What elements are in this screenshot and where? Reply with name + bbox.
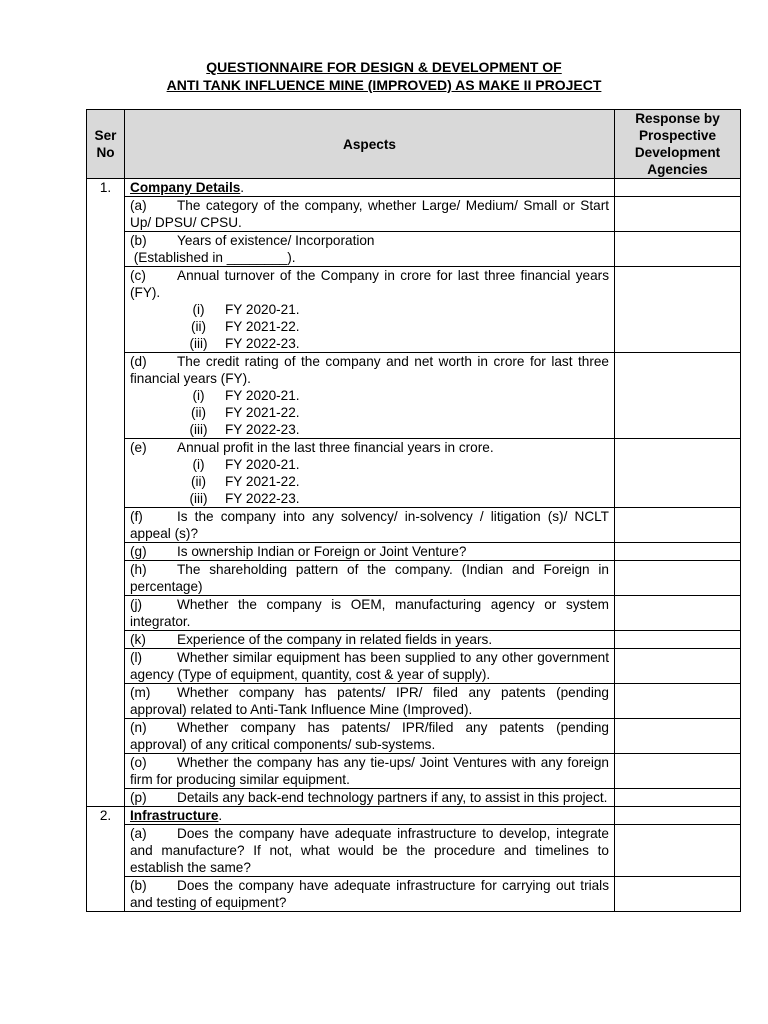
sub-item-text: FY 2020-21.: [225, 302, 300, 317]
sub-item-text: FY 2020-21.: [225, 388, 300, 403]
question-label: (p): [130, 790, 147, 805]
response-cell[interactable]: [615, 197, 741, 232]
header-response-line2: Prospective: [638, 128, 717, 143]
sub-item-numeral: (ii): [190, 405, 207, 420]
question-cell: [125, 267, 615, 353]
section-heading-cell: [125, 179, 615, 197]
question-label: (b): [130, 878, 147, 893]
question-text: Does the company have adequate infrastructure for carrying out trials and testing of equipment?: [130, 878, 609, 910]
question-row: [87, 631, 741, 649]
question-label: (c): [130, 268, 146, 283]
question-row: [87, 596, 741, 631]
sub-item: [130, 387, 609, 404]
document-title-line1: QUESTIONNAIRE FOR DESIGN & DEVELOPMENT OF: [206, 59, 562, 75]
question-cell: [125, 197, 615, 232]
sub-item-text: FY 2021-22.: [225, 405, 300, 420]
question-label: (b): [130, 233, 147, 248]
header-ser-line2: No: [96, 145, 115, 160]
sub-item-text: FY 2022-23.: [225, 491, 300, 506]
sub-item: [130, 404, 609, 421]
question-text: Years of existence/ Incorporation: [177, 233, 375, 248]
sub-item-text: FY 2021-22.: [225, 319, 300, 334]
question-label: (a): [130, 826, 147, 841]
question-label: (d): [130, 354, 147, 369]
response-cell[interactable]: [615, 232, 741, 267]
question-cell: [125, 232, 615, 267]
question-text: The category of the company, whether Large/ Medium/ Small or Start Up/ DPSU/ CPSU.: [130, 198, 609, 230]
sub-item: [130, 473, 609, 490]
header-response-line1: Response by: [635, 111, 720, 126]
question-label: (k): [130, 632, 146, 647]
question-text: Whether the company is OEM, manufacturing agency or system integrator.: [130, 597, 609, 629]
question-label: (a): [130, 198, 147, 213]
sub-item-numeral: (ii): [190, 474, 207, 489]
response-cell[interactable]: [615, 561, 741, 596]
question-cell: [125, 543, 615, 561]
question-cell: [125, 596, 615, 631]
sub-item-text: FY 2020-21.: [225, 457, 300, 472]
question-row: [87, 508, 741, 543]
header-response: [615, 110, 741, 179]
question-row: [87, 353, 741, 439]
section-heading-row: [87, 179, 741, 197]
document-title-line2: ANTI TANK INFLUENCE MINE (IMPROVED) AS MAKE II PROJECT: [166, 77, 602, 93]
question-row: [87, 789, 741, 807]
question-row: [87, 543, 741, 561]
response-cell[interactable]: [615, 353, 741, 439]
section-heading-suffix: .: [240, 180, 245, 195]
question-cell: [125, 561, 615, 596]
response-cell[interactable]: [615, 508, 741, 543]
sub-item-text: FY 2022-23.: [225, 336, 300, 351]
header-response-line4: Agencies: [647, 162, 708, 177]
response-cell[interactable]: [615, 439, 741, 508]
question-cell: [125, 353, 615, 439]
sub-item-text: FY 2022-23.: [225, 422, 300, 437]
question-cell: [125, 754, 615, 789]
response-cell[interactable]: [615, 649, 741, 684]
question-row: [87, 561, 741, 596]
section-heading-suffix: .: [218, 808, 223, 823]
question-row: [87, 719, 741, 754]
question-text: Is ownership Indian or Foreign or Joint Venture?: [177, 544, 467, 559]
question-cell: [125, 439, 615, 508]
question-text: Annual turnover of the Company in crore for last three financial years (FY).: [130, 268, 609, 300]
question-label: (n): [130, 720, 147, 735]
question-label: (h): [130, 562, 147, 577]
header-response-line3: Development: [634, 145, 721, 160]
header-aspects: Aspects: [125, 110, 615, 179]
question-label: (o): [130, 755, 147, 770]
sub-item-numeral: (ii): [190, 319, 207, 334]
question-text: Details any back-end technology partners if any, to assist in this project.: [177, 790, 608, 805]
sub-item-numeral: (i): [192, 302, 205, 317]
response-cell[interactable]: [615, 179, 741, 197]
question-text: Is the company into any solvency/ in-solvency / litigation (s)/ NCLT appeal (s)?: [130, 509, 609, 541]
response-cell[interactable]: [615, 543, 741, 561]
question-text: Whether similar equipment has been supplied to any other government agency (Type of equipment, quantity, cost & year of supply).: [130, 650, 609, 682]
section-serial-number: 2.: [87, 807, 125, 912]
question-cell: [125, 719, 615, 754]
sub-item-text: FY 2021-22.: [225, 474, 300, 489]
question-row: [87, 232, 741, 267]
question-row: [87, 825, 741, 877]
header-ser-no: [87, 110, 125, 179]
response-cell[interactable]: [615, 596, 741, 631]
sub-item-numeral: (i): [192, 457, 205, 472]
sub-item: [130, 490, 609, 507]
sub-item-numeral: (iii): [189, 336, 208, 351]
question-text: Does the company have adequate infrastructure to develop, integrate and manufacture? If not, what would be the procedure and timelines to establish the same?: [130, 826, 609, 875]
question-label: (g): [130, 544, 147, 559]
question-row: [87, 649, 741, 684]
response-cell[interactable]: [615, 631, 741, 649]
question-label: (f): [130, 509, 143, 524]
question-row: [87, 197, 741, 232]
section-heading-row: [87, 807, 741, 825]
sub-item: [130, 335, 609, 352]
sub-item-numeral: (iii): [189, 491, 208, 506]
section-heading: Company Details: [130, 180, 241, 195]
response-cell[interactable]: [615, 807, 741, 825]
question-cell: [125, 825, 615, 877]
section-serial-number: 1.: [87, 179, 125, 807]
sub-item: [130, 456, 609, 473]
response-cell[interactable]: [615, 789, 741, 807]
question-cell: [125, 789, 615, 807]
question-text: Whether company has patents/ IPR/filed any patents (pending approval) of any critical components/ sub-systems.: [130, 720, 609, 752]
response-cell[interactable]: [615, 825, 741, 877]
question-text: Whether the company has any tie-ups/ Joint Ventures with any foreign firm for producing similar equipment.: [130, 755, 609, 787]
question-text: The shareholding pattern of the company. (Indian and Foreign in percentage): [130, 562, 609, 594]
question-cell: [125, 877, 615, 912]
question-row: [87, 267, 741, 353]
question-label: (l): [130, 650, 143, 665]
question-text: Whether company has patents/ IPR/ filed any patents (pending approval) related to Anti-Tank Influence Mine (Improved).: [130, 685, 609, 717]
question-label: (e): [130, 440, 147, 455]
response-cell[interactable]: [615, 754, 741, 789]
question-label: (m): [130, 685, 151, 700]
sub-item: [130, 301, 609, 318]
question-label: (j): [130, 597, 143, 612]
question-cell: [125, 631, 615, 649]
question-cell: [125, 649, 615, 684]
question-row: [87, 754, 741, 789]
question-extra: (Established in ________).: [133, 250, 296, 265]
questionnaire-table: [86, 109, 741, 912]
question-row: [87, 684, 741, 719]
question-text: Experience of the company in related fields in years.: [177, 632, 493, 647]
question-row: [87, 877, 741, 912]
response-cell[interactable]: [615, 877, 741, 912]
header-row: [87, 110, 741, 179]
response-cell[interactable]: [615, 267, 741, 353]
question-cell: [125, 508, 615, 543]
question-row: [87, 439, 741, 508]
header-ser-line1: Ser: [94, 128, 117, 143]
section-heading: Infrastructure: [130, 808, 219, 823]
response-cell[interactable]: [615, 684, 741, 719]
question-cell: [125, 684, 615, 719]
sub-item-numeral: (iii): [189, 422, 208, 437]
sub-item: [130, 318, 609, 335]
question-text: The credit rating of the company and net worth in crore for last three financial years (FY).: [130, 354, 609, 386]
sub-item: [130, 421, 609, 438]
sub-item-numeral: (i): [192, 388, 205, 403]
question-text: Annual profit in the last three financial years in crore.: [177, 440, 494, 455]
section-heading-cell: [125, 807, 615, 825]
response-cell[interactable]: [615, 719, 741, 754]
